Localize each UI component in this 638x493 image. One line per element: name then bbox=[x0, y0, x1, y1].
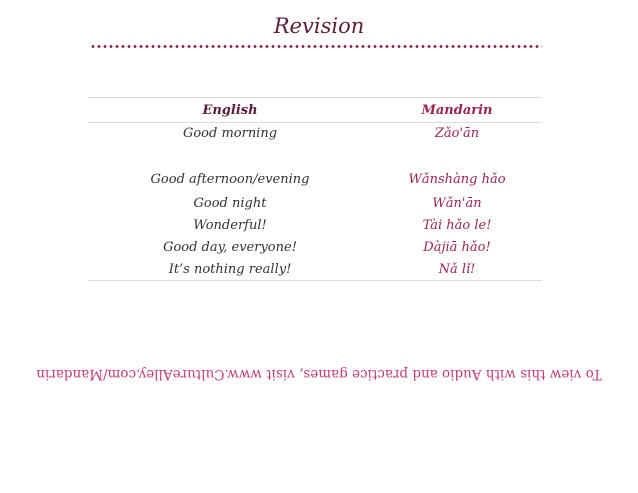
table-row bbox=[88, 123, 542, 144]
table-header-row bbox=[88, 98, 542, 122]
mandarin-phrase: Wǎn'ān bbox=[432, 195, 482, 211]
english-phrase: Good night bbox=[193, 195, 267, 211]
table-row bbox=[88, 214, 542, 236]
header-english: English bbox=[202, 102, 258, 118]
english-phrase: Good day, everyone! bbox=[163, 239, 297, 255]
mandarin-phrase: Nǎ lǐ! bbox=[438, 261, 476, 277]
vocabulary-table bbox=[88, 97, 542, 281]
dotted-divider bbox=[90, 45, 542, 48]
table-row bbox=[88, 258, 542, 280]
mandarin-phrase: Wǎnshàng hǎo bbox=[408, 171, 506, 187]
upside-down-footer-note: To view this with Audio and practice games, visit www.CultureAlley.com/Mandarin bbox=[36, 366, 602, 382]
table-row bbox=[88, 236, 542, 258]
english-phrase: It’s nothing really! bbox=[168, 261, 292, 277]
english-phrase: Good afternoon/evening bbox=[150, 171, 310, 187]
mandarin-phrase: Tài hǎo le! bbox=[422, 217, 492, 233]
mandarin-phrase: Dàjiā hǎo! bbox=[423, 239, 491, 255]
header-mandarin: Mandarin bbox=[421, 102, 493, 118]
slide-title: Revision bbox=[273, 14, 365, 38]
english-phrase: Wonderful! bbox=[193, 217, 267, 233]
mandarin-phrase: Zǎo'ān bbox=[434, 126, 480, 141]
table-row bbox=[88, 166, 542, 192]
table-bottom-rule bbox=[88, 280, 542, 281]
english-phrase: Good morning bbox=[182, 126, 278, 141]
table-row bbox=[88, 192, 542, 214]
